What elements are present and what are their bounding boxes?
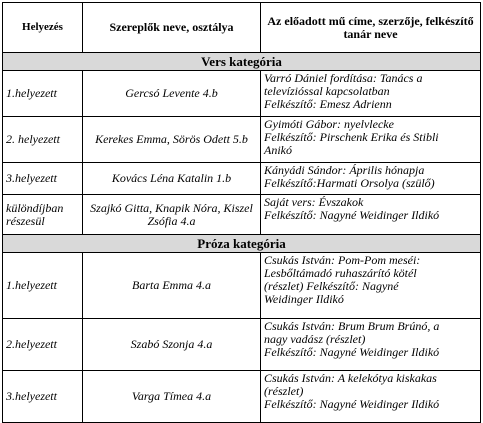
work-line: Varró Dániel fordítása: Tanács a [264,71,423,85]
table-row [3,253,481,319]
work-cell [261,117,481,163]
names-cell: Kerekes Emma, Sörös Odett 5.b [83,117,261,163]
placement-cell: 2. helyezett [3,117,83,163]
names-cell: Kovács Léna Katalin 1.b [83,163,261,195]
work-line: Csukás István: A kelekótya kiskakas [264,371,437,385]
work-cell [261,319,481,371]
names-cell: Szabó Szonja 4.a [83,319,261,371]
names-cell: Barta Emma 4.a [83,253,261,319]
names-cell: Szajkó Gitta, Knapik Nóra, Kiszel Zsófia 4.a [83,195,261,235]
work-line: Felkészítő: Nagyné Weidinger Ildikó [264,208,440,222]
category-title: Vers kategória [3,53,481,71]
work-line: Csukás István: Pom-Pom meséi: [264,253,421,267]
header-row [3,3,481,53]
category-title: Próza kategória [3,235,481,253]
work-cell [261,253,481,319]
table-row [3,163,481,195]
placement-cell: 2.helyezett [3,319,83,371]
table-row [3,117,481,163]
work-line: nagy vadász (részlet) [264,332,366,346]
work-line: Anikó [264,143,292,157]
placement-cell: 1.helyezett [3,253,83,319]
work-line: Csukás István: Brum Brum Brúnó, a [264,319,440,333]
work-line: Saját vers: Évszakok [264,195,364,209]
work-line: (részlet) [264,384,304,398]
placement-cell: 3.helyezett [3,371,83,423]
work-line: (részlet) Felkészítő: Nagyné [264,279,399,293]
placement-cell: különdíjban részesül [3,195,83,235]
table-row [3,71,481,117]
work-cell [261,371,481,423]
placement-cell: 3.helyezett [3,163,83,195]
work-line: Felkészítő: Nagyné Weidinger Ildikó [264,345,440,359]
work-line: televízióssal kapcsolatban [264,84,390,98]
placement-cell: 1.helyezett [3,71,83,117]
table-row [3,195,481,235]
names-cell: Gercsó Levente 4.b [83,71,261,117]
work-line: Gyimóti Gábor: nyelvlecke [264,117,394,131]
work-line: Felkészítő: Emesz Adrienn [264,97,392,111]
work-cell [261,71,481,117]
category-row-vers [3,53,481,71]
work-line: Felkészítő: Nagyné Weidinger Ildikó [264,397,440,411]
work-cell [261,195,481,235]
header-placement: Helyezés [3,3,83,53]
names-cell: Varga Tímea 4.a [83,371,261,423]
table-row [3,371,481,423]
work-cell [261,163,481,195]
table-row [3,319,481,371]
header-work: Az előadott mű címe, szerzője, felkészítő tanár neve [261,3,481,53]
header-names: Szereplők neve, osztálya [83,3,261,53]
category-row-proza [3,235,481,253]
work-line: Felkészítő: Pirschenk Erika és Stibli [264,130,439,144]
results-table [2,2,481,423]
work-line: Kányádi Sándor: Április hónapja [264,163,425,177]
work-line: Felkészítő:Harmati Orsolya (szülő) [264,176,435,190]
work-line: Weidinger Ildikó [264,292,344,306]
work-line: Lesbőltámadó ruhaszárító kötél [264,266,417,280]
